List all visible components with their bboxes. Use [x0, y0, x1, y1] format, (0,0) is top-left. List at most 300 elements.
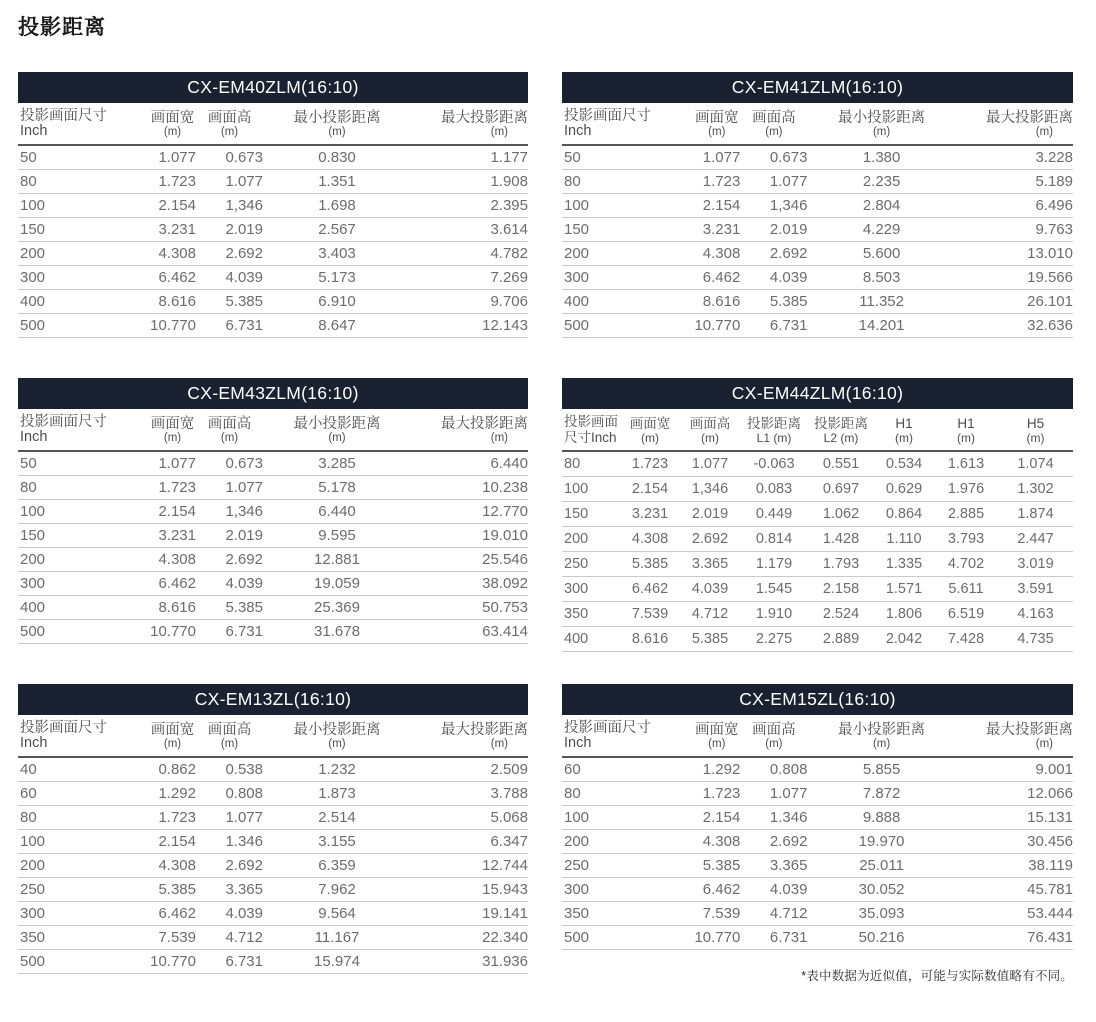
value-cell: 4.039 [740, 877, 807, 901]
value-cell: 3.228 [956, 145, 1073, 169]
table-row [562, 551, 1073, 576]
table-row [18, 901, 528, 925]
value-cell: 0.673 [740, 145, 807, 169]
size-cell: 80 [18, 475, 149, 499]
value-cell: 6.731 [196, 619, 263, 643]
value-cell: 1.077 [196, 169, 263, 193]
size-cell: 100 [18, 193, 149, 217]
table-row [18, 877, 528, 901]
value-cell: 1.545 [740, 576, 808, 601]
value-cell: 2.019 [196, 217, 263, 241]
value-cell: 2.514 [263, 805, 411, 829]
table-row [562, 289, 1073, 313]
value-cell: 7.872 [807, 781, 955, 805]
value-cell: 15.974 [263, 949, 411, 973]
value-cell: 14.201 [807, 313, 955, 337]
column-header: 画面高 (m) [196, 103, 263, 145]
size-cell: 150 [18, 523, 149, 547]
size-cell: 200 [18, 241, 149, 265]
size-cell: 200 [18, 547, 149, 571]
size-cell: 300 [18, 265, 149, 289]
value-cell: 5.385 [196, 595, 263, 619]
value-cell: 2.019 [196, 523, 263, 547]
value-cell: 1,346 [740, 193, 807, 217]
value-cell: 2.692 [680, 526, 740, 551]
column-header: 画面高 (m) [196, 715, 263, 757]
value-cell: 7.539 [620, 601, 680, 626]
value-cell: 1.571 [874, 576, 934, 601]
size-cell: 100 [562, 193, 693, 217]
spec-table [18, 103, 528, 338]
value-cell: 5.385 [693, 853, 740, 877]
table-cx-em41zlm [562, 72, 1073, 338]
value-cell: 0.551 [808, 451, 874, 476]
table-row [18, 829, 528, 853]
column-header: 最大投影距离 (m) [411, 409, 528, 451]
value-cell: 1.292 [693, 757, 740, 781]
size-cell: 350 [562, 601, 620, 626]
value-cell: 5.385 [620, 551, 680, 576]
value-cell: 6.910 [263, 289, 411, 313]
value-cell: 0.673 [196, 451, 263, 475]
value-cell: 3.155 [263, 829, 411, 853]
value-cell: 2.235 [807, 169, 955, 193]
table-row [18, 313, 528, 337]
value-cell: 7.428 [934, 626, 998, 651]
table-row [18, 499, 528, 523]
spec-table [18, 715, 528, 974]
table-title-bar: CX-EM44ZLM(16:10) [562, 378, 1073, 409]
value-cell: 7.962 [263, 877, 411, 901]
value-cell: 2.019 [680, 501, 740, 526]
value-cell: 2.692 [196, 241, 263, 265]
size-cell: 500 [18, 949, 149, 973]
table-row [562, 805, 1073, 829]
table-title-bar: CX-EM41ZLM(16:10) [562, 72, 1073, 103]
value-cell: 1.976 [934, 476, 998, 501]
table-row [18, 781, 528, 805]
value-cell: 1.077 [149, 145, 196, 169]
table-row [562, 601, 1073, 626]
value-cell: 1.077 [680, 451, 740, 476]
value-cell: 3.365 [196, 877, 263, 901]
column-header: H5 (m) [998, 409, 1073, 451]
table-row [562, 576, 1073, 601]
value-cell: 4.039 [196, 265, 263, 289]
size-cell: 150 [18, 217, 149, 241]
value-cell: 5.173 [263, 265, 411, 289]
size-cell: 150 [562, 501, 620, 526]
value-cell: 10.770 [693, 925, 740, 949]
value-cell: 9.706 [411, 289, 528, 313]
value-cell: 19.141 [411, 901, 528, 925]
size-cell: 300 [562, 877, 693, 901]
value-cell: 32.636 [956, 313, 1073, 337]
value-cell: 1,346 [680, 476, 740, 501]
value-cell: 63.414 [411, 619, 528, 643]
size-cell: 80 [18, 805, 149, 829]
table-row [18, 475, 528, 499]
table-row [18, 949, 528, 973]
value-cell: 8.616 [620, 626, 680, 651]
column-header: 最小投影距离 (m) [807, 103, 955, 145]
value-cell: 0.538 [196, 757, 263, 781]
size-cell: 300 [562, 265, 693, 289]
value-cell: 19.010 [411, 523, 528, 547]
value-cell: 2.567 [263, 217, 411, 241]
column-header: 投影画面尺寸 Inch [18, 715, 149, 757]
table-row [18, 523, 528, 547]
value-cell: 1.346 [740, 805, 807, 829]
value-cell: 9.888 [807, 805, 955, 829]
value-cell: 3.614 [411, 217, 528, 241]
table-row [562, 451, 1073, 476]
value-cell: 1.698 [263, 193, 411, 217]
column-header: 投影距离 L1 (m) [740, 409, 808, 451]
column-header: 画面高 (m) [740, 715, 807, 757]
size-cell: 200 [18, 853, 149, 877]
value-cell: 8.503 [807, 265, 955, 289]
value-cell: 1.723 [693, 781, 740, 805]
value-cell: 4.712 [680, 601, 740, 626]
table-row [562, 145, 1073, 169]
table-row [18, 265, 528, 289]
value-cell: 1.910 [740, 601, 808, 626]
column-header: 画面宽 (m) [149, 409, 196, 451]
value-cell: 38.119 [956, 853, 1073, 877]
table-row [18, 805, 528, 829]
column-header: 最大投影距离 (m) [411, 103, 528, 145]
table-row [562, 925, 1073, 949]
table-row [562, 313, 1073, 337]
value-cell: 8.616 [693, 289, 740, 313]
table-title-bar: CX-EM13ZL(16:10) [18, 684, 528, 715]
value-cell: 3.788 [411, 781, 528, 805]
size-cell: 100 [18, 829, 149, 853]
value-cell: -0.063 [740, 451, 808, 476]
value-cell: 1.793 [808, 551, 874, 576]
value-cell: 5.068 [411, 805, 528, 829]
column-header: 画面高 (m) [680, 409, 740, 451]
value-cell: 2.154 [693, 193, 740, 217]
value-cell: 1.110 [874, 526, 934, 551]
table-band-2 [18, 378, 1078, 684]
size-cell: 80 [562, 781, 693, 805]
value-cell: 0.534 [874, 451, 934, 476]
value-cell: 0.697 [808, 476, 874, 501]
value-cell: 6.731 [740, 925, 807, 949]
value-cell: 19.970 [807, 829, 955, 853]
column-header: H1 (m) [874, 409, 934, 451]
table-body-host [18, 409, 528, 644]
size-cell: 400 [562, 626, 620, 651]
value-cell: 0.862 [149, 757, 196, 781]
value-cell: 15.131 [956, 805, 1073, 829]
table-row [18, 595, 528, 619]
value-cell: 3.403 [263, 241, 411, 265]
size-cell: 250 [18, 877, 149, 901]
value-cell: 4.039 [196, 571, 263, 595]
value-cell: 5.855 [807, 757, 955, 781]
value-cell: 2.019 [740, 217, 807, 241]
table-title-bar: CX-EM43ZLM(16:10) [18, 378, 528, 409]
value-cell: 7.539 [149, 925, 196, 949]
column-header: 最大投影距离 (m) [411, 715, 528, 757]
value-cell: 0.830 [263, 145, 411, 169]
value-cell: 2.524 [808, 601, 874, 626]
value-cell: 7.539 [693, 901, 740, 925]
size-cell: 300 [18, 901, 149, 925]
value-cell: 4.039 [196, 901, 263, 925]
table-row [562, 241, 1073, 265]
size-cell: 400 [18, 595, 149, 619]
column-header: 最小投影距离 (m) [263, 715, 411, 757]
table-body-host [562, 715, 1073, 950]
value-cell: 2.042 [874, 626, 934, 651]
value-cell: 6.731 [740, 313, 807, 337]
value-cell: 2.692 [740, 829, 807, 853]
value-cell: 3.591 [998, 576, 1073, 601]
size-cell: 350 [18, 925, 149, 949]
value-cell: 4.308 [620, 526, 680, 551]
value-cell: 6.731 [196, 313, 263, 337]
value-cell: 11.167 [263, 925, 411, 949]
table-row [562, 829, 1073, 853]
value-cell: 1.077 [196, 805, 263, 829]
value-cell: 1,346 [196, 499, 263, 523]
value-cell: 3.231 [620, 501, 680, 526]
value-cell: 7.269 [411, 265, 528, 289]
table-row [562, 265, 1073, 289]
value-cell: 9.564 [263, 901, 411, 925]
value-cell: 10.238 [411, 475, 528, 499]
page-title: 投影距离 [18, 16, 106, 39]
table-row [562, 476, 1073, 501]
value-cell: 4.039 [740, 265, 807, 289]
value-cell: 10.770 [149, 619, 196, 643]
value-cell: 11.352 [807, 289, 955, 313]
value-cell: 4.702 [934, 551, 998, 576]
value-cell: 2.804 [807, 193, 955, 217]
value-cell: 4.229 [807, 217, 955, 241]
value-cell: 0.808 [196, 781, 263, 805]
value-cell: 0.814 [740, 526, 808, 551]
table-row [562, 757, 1073, 781]
column-header: 投影画面尺寸 Inch [18, 409, 149, 451]
value-cell: 25.011 [807, 853, 955, 877]
value-cell: 6.462 [693, 265, 740, 289]
value-cell: 1.062 [808, 501, 874, 526]
value-cell: 1.723 [620, 451, 680, 476]
value-cell: 5.178 [263, 475, 411, 499]
table-row [18, 853, 528, 877]
value-cell: 3.365 [740, 853, 807, 877]
value-cell: 31.936 [411, 949, 528, 973]
value-cell: 1.428 [808, 526, 874, 551]
value-cell: 1.179 [740, 551, 808, 576]
value-cell: 2.395 [411, 193, 528, 217]
value-cell: 6.462 [693, 877, 740, 901]
column-header: 画面宽 (m) [149, 103, 196, 145]
value-cell: 2.154 [149, 829, 196, 853]
value-cell: 4.163 [998, 601, 1073, 626]
size-cell: 400 [562, 289, 693, 313]
value-cell: 25.369 [263, 595, 411, 619]
size-cell: 500 [18, 619, 149, 643]
size-cell: 300 [18, 571, 149, 595]
value-cell: 6.462 [620, 576, 680, 601]
size-cell: 150 [562, 217, 693, 241]
value-cell: 13.010 [956, 241, 1073, 265]
table-cx-em43zlm [18, 378, 528, 644]
size-cell: 250 [562, 853, 693, 877]
value-cell: 4.308 [693, 829, 740, 853]
table-cx-em40zlm [18, 72, 528, 338]
table-row [18, 193, 528, 217]
size-cell: 200 [562, 241, 693, 265]
value-cell: 30.456 [956, 829, 1073, 853]
value-cell: 2.154 [693, 805, 740, 829]
size-cell: 500 [562, 925, 693, 949]
value-cell: 45.781 [956, 877, 1073, 901]
size-cell: 80 [562, 451, 620, 476]
value-cell: 4.308 [693, 241, 740, 265]
size-cell: 100 [18, 499, 149, 523]
size-cell: 100 [562, 805, 693, 829]
value-cell: 2.447 [998, 526, 1073, 551]
value-cell: 4.782 [411, 241, 528, 265]
value-cell: 6.519 [934, 601, 998, 626]
table-title-bar: CX-EM15ZL(16:10) [562, 684, 1073, 715]
value-cell: 1.806 [874, 601, 934, 626]
column-header: H1 (m) [934, 409, 998, 451]
value-cell: 3.285 [263, 451, 411, 475]
value-cell: 3.231 [149, 523, 196, 547]
value-cell: 6.462 [149, 571, 196, 595]
table-row [18, 925, 528, 949]
value-cell: 26.101 [956, 289, 1073, 313]
value-cell: 0.629 [874, 476, 934, 501]
table-row [18, 547, 528, 571]
value-cell: 4.308 [149, 241, 196, 265]
value-cell: 1.351 [263, 169, 411, 193]
column-header: 投影画面尺寸 Inch [18, 103, 149, 145]
value-cell: 1.335 [874, 551, 934, 576]
table-row [18, 169, 528, 193]
spec-table [562, 715, 1073, 950]
value-cell: 9.001 [956, 757, 1073, 781]
value-cell: 1.302 [998, 476, 1073, 501]
value-cell: 12.143 [411, 313, 528, 337]
value-cell: 1.077 [740, 169, 807, 193]
value-cell: 1.292 [149, 781, 196, 805]
size-cell: 60 [18, 781, 149, 805]
value-cell: 31.678 [263, 619, 411, 643]
size-cell: 200 [562, 526, 620, 551]
spec-table [562, 409, 1073, 652]
size-cell: 500 [562, 313, 693, 337]
column-header: 画面宽 (m) [693, 103, 740, 145]
value-cell: 5.600 [807, 241, 955, 265]
value-cell: 2.509 [411, 757, 528, 781]
size-cell: 80 [562, 169, 693, 193]
value-cell: 4.712 [740, 901, 807, 925]
table-row [18, 145, 528, 169]
value-cell: 5.385 [149, 877, 196, 901]
value-cell: 1.723 [149, 169, 196, 193]
value-cell: 0.083 [740, 476, 808, 501]
value-cell: 1.177 [411, 145, 528, 169]
value-cell: 1.077 [149, 451, 196, 475]
value-cell: 0.673 [196, 145, 263, 169]
spec-table [562, 103, 1073, 338]
value-cell: 6.359 [263, 853, 411, 877]
value-cell: 4.039 [680, 576, 740, 601]
size-cell: 80 [18, 169, 149, 193]
value-cell: 5.385 [196, 289, 263, 313]
table-body-host [18, 103, 528, 338]
table-row [562, 877, 1073, 901]
size-cell: 40 [18, 757, 149, 781]
size-cell: 400 [18, 289, 149, 313]
size-cell: 300 [562, 576, 620, 601]
value-cell: 1.723 [149, 805, 196, 829]
table-row [18, 289, 528, 313]
value-cell: 3.019 [998, 551, 1073, 576]
value-cell: 35.093 [807, 901, 955, 925]
value-cell: 1.723 [149, 475, 196, 499]
table-cx-em13zl [18, 684, 528, 974]
size-cell: 50 [18, 145, 149, 169]
value-cell: 2.889 [808, 626, 874, 651]
spec-table [18, 409, 528, 644]
column-header: 最小投影距离 (m) [263, 409, 411, 451]
value-cell: 10.770 [693, 313, 740, 337]
value-cell: 4.712 [196, 925, 263, 949]
table-title-bar: CX-EM40ZLM(16:10) [18, 72, 528, 103]
table-body-host [562, 409, 1073, 652]
value-cell: 10.770 [149, 313, 196, 337]
table-row [18, 451, 528, 475]
value-cell: 76.431 [956, 925, 1073, 949]
table-row [18, 619, 528, 643]
size-cell: 500 [18, 313, 149, 337]
value-cell: 4.735 [998, 626, 1073, 651]
column-header: 最小投影距离 (m) [807, 715, 955, 757]
value-cell: 4.308 [149, 547, 196, 571]
value-cell: 5.611 [934, 576, 998, 601]
value-cell: 19.566 [956, 265, 1073, 289]
value-cell: 5.385 [740, 289, 807, 313]
value-cell: 1.077 [196, 475, 263, 499]
value-cell: 1.077 [693, 145, 740, 169]
value-cell: 3.231 [149, 217, 196, 241]
table-band-3 [18, 684, 1078, 984]
value-cell: 53.444 [956, 901, 1073, 925]
table-body-host [18, 715, 528, 974]
table-row [18, 217, 528, 241]
table-cx-em15zl [562, 684, 1073, 984]
value-cell: 6.496 [956, 193, 1073, 217]
table-row [562, 217, 1073, 241]
value-cell: 1,346 [196, 193, 263, 217]
value-cell: 0.449 [740, 501, 808, 526]
value-cell: 2.885 [934, 501, 998, 526]
column-header: 投影画面尺寸 Inch [562, 103, 693, 145]
value-cell: 2.154 [149, 499, 196, 523]
value-cell: 3.793 [934, 526, 998, 551]
size-cell: 50 [18, 451, 149, 475]
